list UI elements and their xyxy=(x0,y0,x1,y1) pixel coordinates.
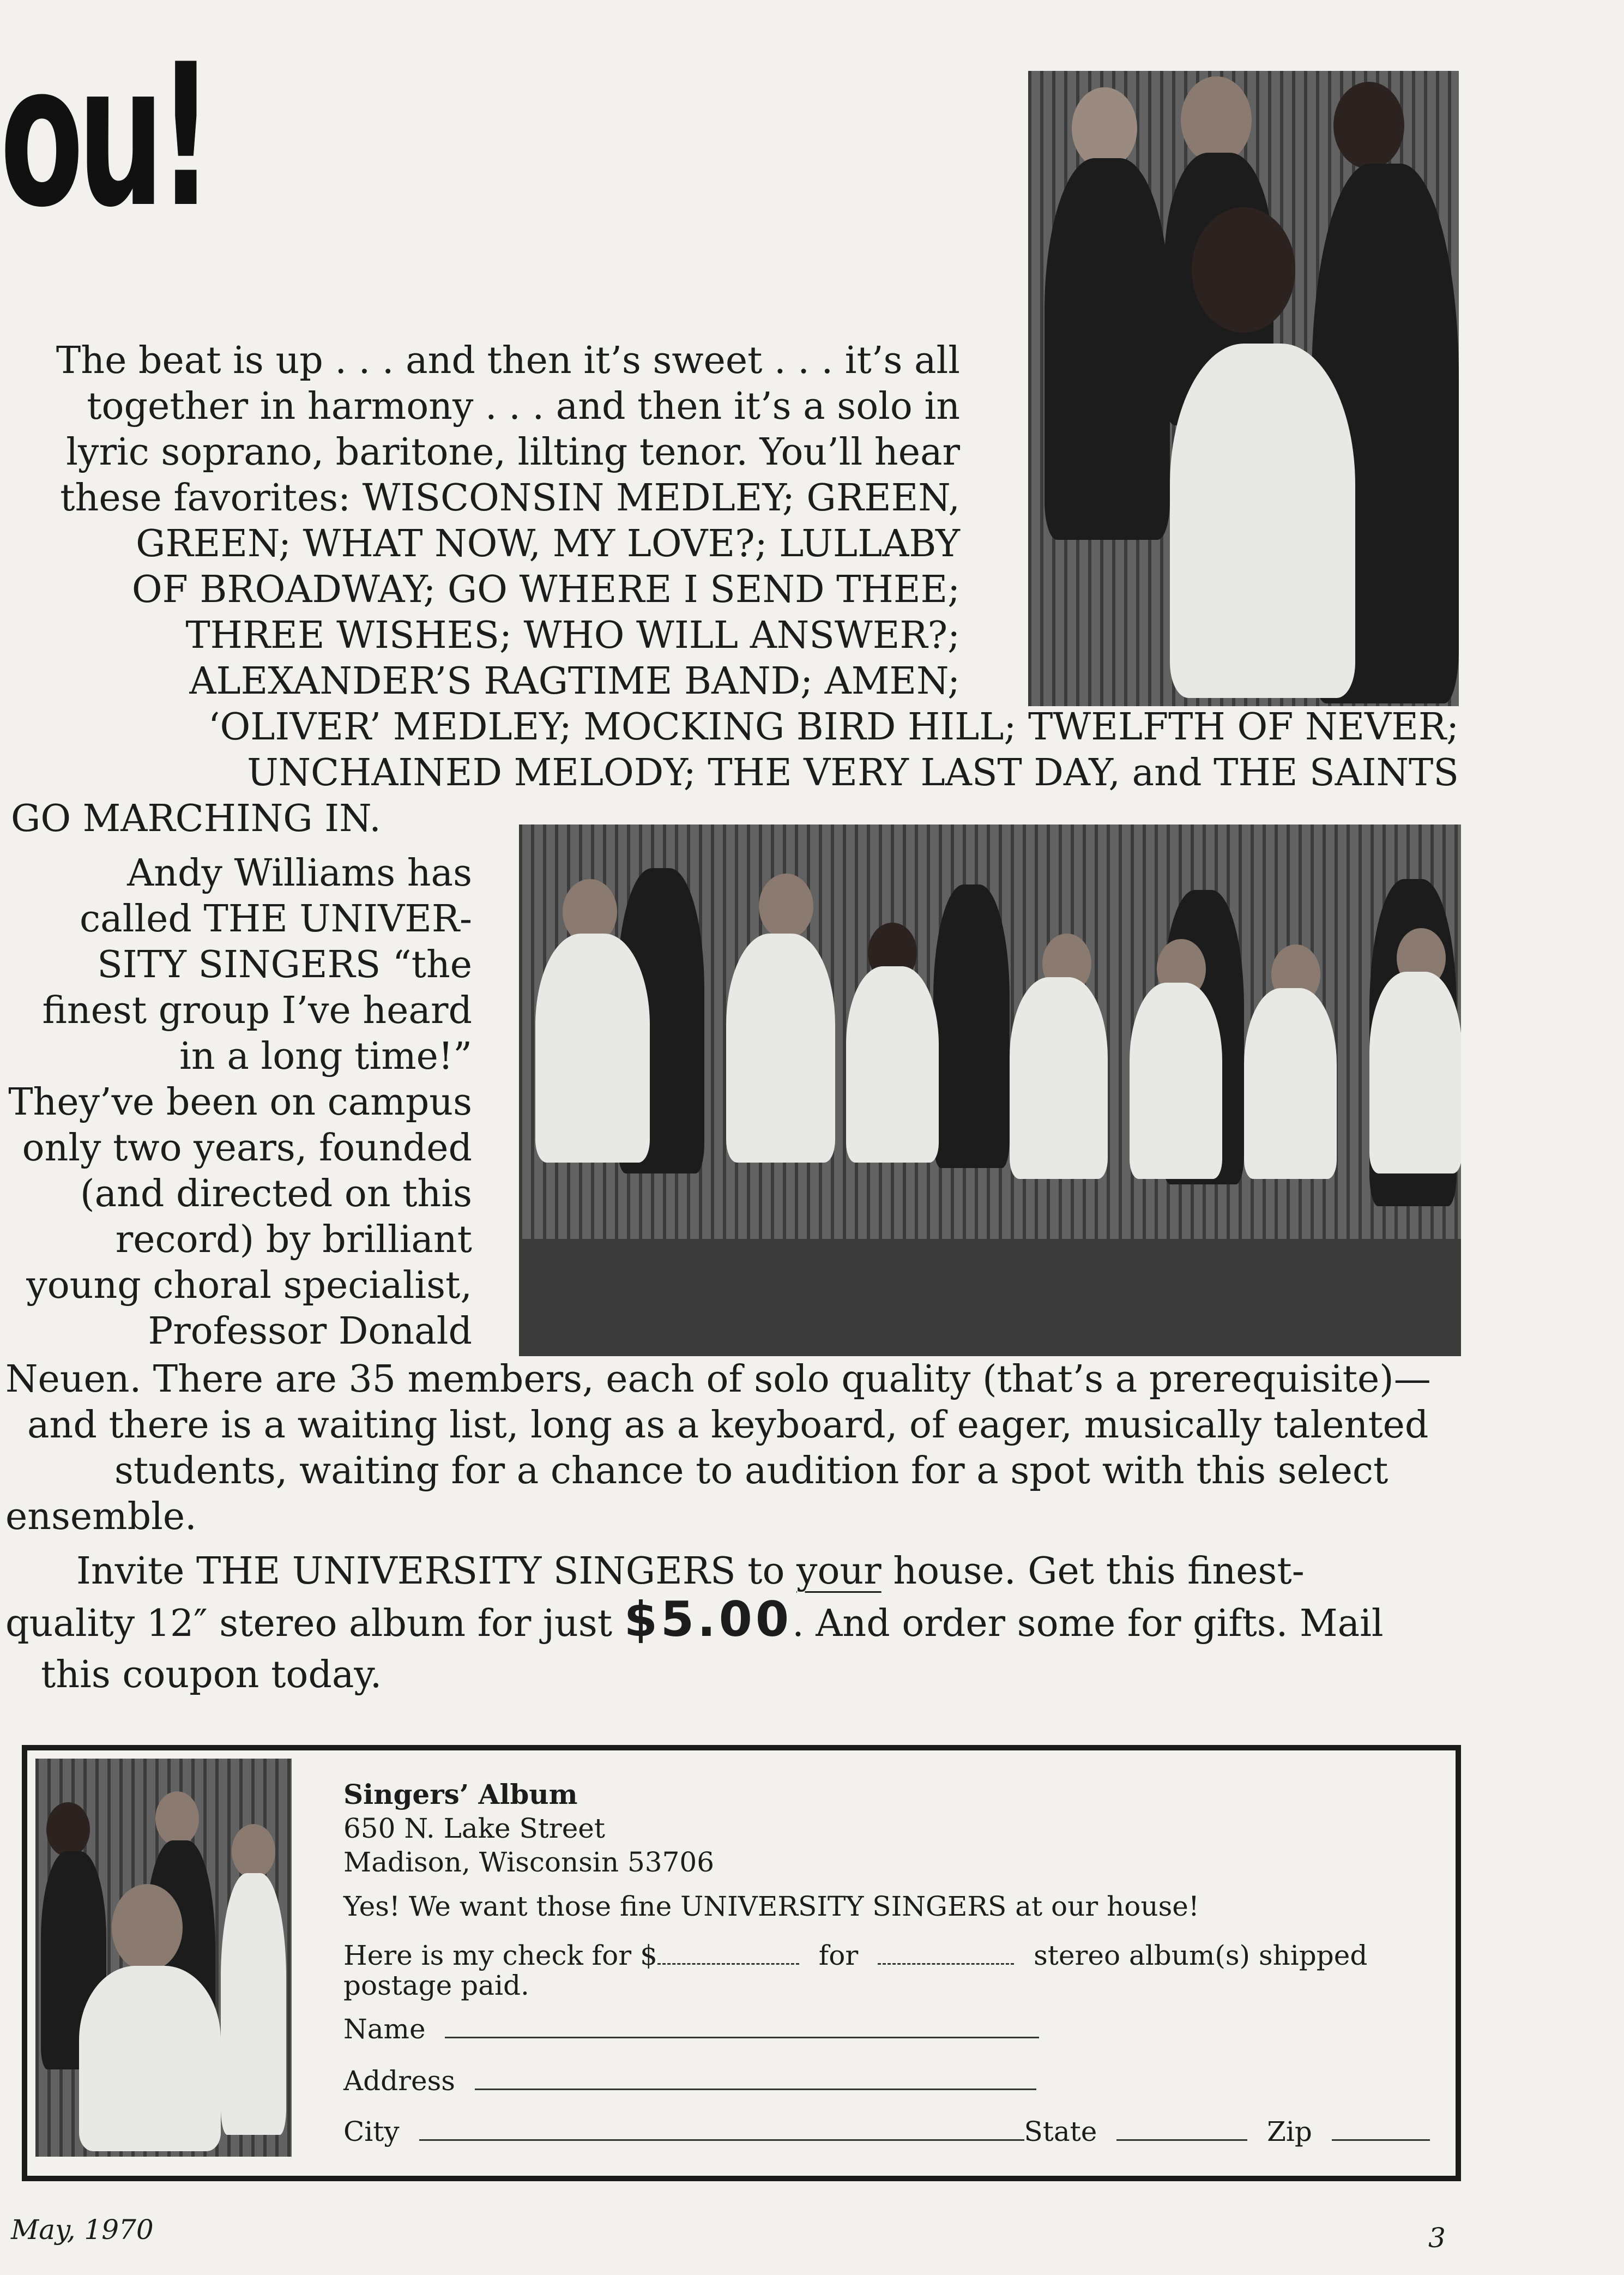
check-label: Here is my check for $ xyxy=(343,1940,657,1971)
check-for-label: for xyxy=(818,1940,859,1971)
album-quantity-field[interactable] xyxy=(878,1963,1014,1965)
price: $5.00 xyxy=(624,1591,793,1647)
city-row xyxy=(343,2115,1430,2148)
coupon-photo xyxy=(35,1759,292,2157)
text-line: UNCHAINED MELODY; THE VERY LAST DAY, and THE SAINTS xyxy=(247,751,1459,795)
text-line: Neuen. There are 35 members, each of solo quality (that’s a prerequisite)— xyxy=(5,1358,1431,1401)
text-line xyxy=(5,1591,1384,1647)
text-line: students, waiting for a chance to audition for a spot with this select xyxy=(114,1449,1388,1492)
city-label: City xyxy=(343,2116,400,2147)
your-emphasis: your xyxy=(796,1550,882,1593)
text-line: this coupon today. xyxy=(41,1653,382,1696)
text-line: Andy Williams has xyxy=(127,852,472,895)
name-field[interactable] xyxy=(445,2037,1039,2038)
mailing-address xyxy=(343,1778,714,1879)
text-line: and there is a waiting list, long as a keyboard, of eager, musically talented xyxy=(27,1404,1429,1447)
issue-date: May, 1970 xyxy=(11,2214,154,2246)
text-line: (and directed on this xyxy=(80,1172,472,1215)
text-line: Professor Donald xyxy=(148,1310,472,1353)
state-label: State xyxy=(1024,2116,1097,2147)
text-line xyxy=(76,1549,1305,1594)
text-line: together in harmony . . . and then it’s a solo in xyxy=(87,385,960,428)
check-post-label: stereo album(s) shipped xyxy=(1034,1940,1368,1971)
text-line: GREEN; WHAT NOW, MY LOVE?; LULLABY xyxy=(136,522,960,565)
text-line: record) by brilliant xyxy=(115,1218,472,1261)
invite-text: Invite THE UNIVERSITY SINGERS to xyxy=(76,1550,785,1593)
postage-line: postage paid. xyxy=(343,1970,529,2001)
city-field[interactable] xyxy=(419,2139,1024,2141)
coupon-yes-line: Yes! We want those fine UNIVERSITY SINGERS at our house! xyxy=(343,1891,1199,1922)
text-line: young choral specialist, xyxy=(26,1264,472,1307)
state-field[interactable] xyxy=(1116,2139,1247,2141)
text-line: in a long time!” xyxy=(179,1035,472,1078)
coupon-check-line xyxy=(343,1939,1367,1972)
text-line: The beat is up . . . and then it’s sweet . . . it’s all xyxy=(56,339,960,382)
text-line: these favorites: WISCONSIN MEDLEY; GREEN, xyxy=(60,477,960,520)
text-line: only two years, founded xyxy=(22,1127,472,1170)
text-line: OF BROADWAY; GO WHERE I SEND THEE; xyxy=(131,568,960,611)
order-coupon xyxy=(22,1745,1461,2181)
check-amount-field[interactable] xyxy=(657,1963,799,1965)
invite-text: quality 12″ stereo album for just xyxy=(5,1602,613,1645)
address-row xyxy=(343,2064,1036,2098)
invite-text: house. Get this finest- xyxy=(893,1550,1305,1593)
text-line: ‘OLIVER’ MEDLEY; MOCKING BIRD HILL; TWELFTH OF NEVER; xyxy=(208,706,1459,749)
text-line: finest group I’ve heard xyxy=(42,989,472,1032)
invite-text: . And order some for gifts. Mail xyxy=(792,1602,1384,1645)
zip-label: Zip xyxy=(1267,2116,1312,2147)
text-line: THREE WISHES; WHO WILL ANSWER?; xyxy=(185,614,960,657)
text-line: ALEXANDER’S RAGTIME BAND; AMEN; xyxy=(189,660,960,703)
coupon-street: 650 N. Lake Street xyxy=(343,1813,605,1844)
headline: ou! xyxy=(0,22,208,250)
photo-soloist xyxy=(1028,71,1459,706)
photo-group xyxy=(519,824,1461,1356)
text-line: lyric soprano, baritone, lilting tenor. You’ll hear xyxy=(66,431,960,474)
coupon-name: Singers’ Album xyxy=(343,1778,578,1810)
coupon-city: Madison, Wisconsin 53706 xyxy=(343,1846,715,1878)
text-line: They’ve been on campus xyxy=(8,1081,472,1124)
text-line: GO MARCHING IN. xyxy=(11,797,381,840)
name-label: Name xyxy=(343,2013,426,2045)
name-row xyxy=(343,2012,1039,2046)
page-number: 3 xyxy=(1428,2222,1446,2254)
text-line: SITY SINGERS “the xyxy=(97,943,472,986)
zip-field[interactable] xyxy=(1332,2139,1430,2141)
text-line: called THE UNIVER- xyxy=(79,898,472,941)
text-line: ensemble. xyxy=(5,1495,197,1538)
address-label: Address xyxy=(343,2065,455,2097)
address-field[interactable] xyxy=(475,2089,1036,2090)
